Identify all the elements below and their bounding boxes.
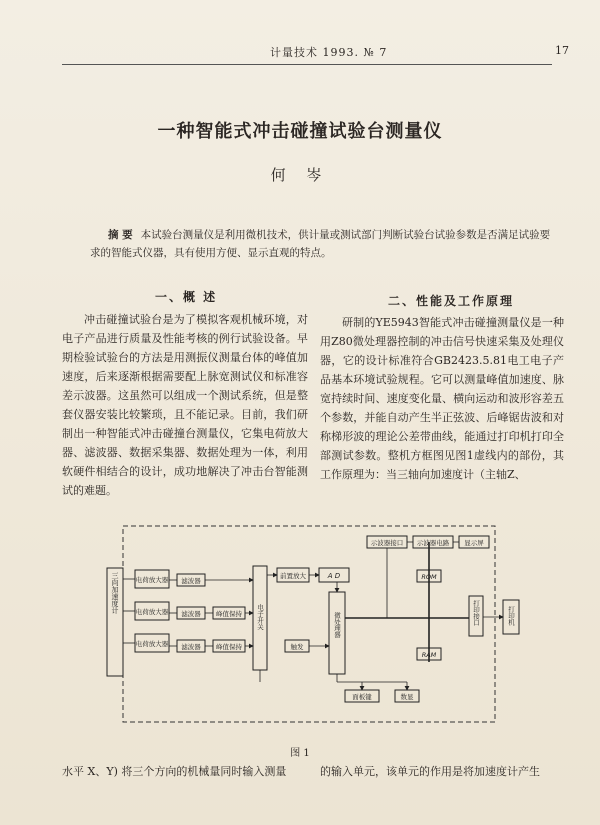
footer-left-text: 水平 X、Y) 将三个方向的机械量同时输入测量: [62, 765, 287, 778]
section-heading-overview: 一、概 述: [155, 290, 218, 304]
ad-label: A D: [327, 572, 341, 580]
running-header: [0, 44, 600, 62]
filter-1-label: 滤波器: [181, 577, 201, 585]
block-diagram: [105, 522, 535, 727]
rom-label: ROM: [421, 573, 437, 581]
section-heading-principle: 二、性能及工作原理: [388, 294, 515, 308]
ram-label: RAM: [421, 651, 437, 659]
cpu-label: 微处理器: [333, 612, 341, 638]
display-label: 显示屏: [464, 539, 484, 547]
abstract-text: 本试验台测量仪是利用微机技术，供计量或测试部门判断试验台试验参数是否满足试验要求的智能式仪器，具有使用方便、显示直观的特点。: [90, 229, 551, 259]
figure-caption: 图 1: [290, 748, 310, 759]
peak-hold-1-label: 峰值保持: [216, 610, 242, 618]
filter-2-label: 滤波器: [181, 610, 201, 618]
dashed-boundary: [123, 526, 495, 722]
journal-name: 计量技术 1993. № 7: [270, 46, 388, 59]
switch-label: 电子开关: [256, 604, 264, 630]
page-number: 17: [555, 44, 569, 57]
trigger-label: 触发: [290, 643, 304, 651]
preamp-label: 前置放大: [280, 572, 306, 580]
peak-hold-2-label: 峰值保持: [216, 643, 242, 651]
panel-keys-label: 面板键: [352, 693, 372, 701]
osc-circuit-label: 示波器电路: [416, 539, 450, 547]
osc-interface-label: 示波器接口: [370, 539, 404, 547]
author: 何 岑: [270, 166, 330, 184]
abstract-keyword: 摘 要: [108, 229, 133, 241]
column-left: [62, 310, 308, 500]
article-title: 一种智能式冲击碰撞试验台测量仪: [157, 121, 443, 142]
overview-text: 冲击碰撞试验台是为了模拟客观机械环境，对电子产品进行质量及性能考核的例行试验设备。早期检验试验台的方法是用测振仪测量台体的峰值加速度，后来逐渐根据需要配上脉宽测试仪和标准容差示波器。这虽然可以组成一个测试系统，但是整套仪器安装比较繁琐，且不能记录。目前，我们研制出一种智能式冲击碰撞台测量仪，它集电荷放大器、滤波器、数据采集器、数据处理为一体，利用软硬件相结合的设计，成功地解决了冲击台智能测试的难题。: [62, 313, 308, 497]
block-diagram-svg: [105, 522, 535, 727]
header-rule: [62, 64, 552, 65]
charge-amp-1-label: 电荷放大器: [135, 576, 169, 584]
charge-amp-2-label: 电荷放大器: [135, 608, 169, 616]
column-right: [320, 313, 564, 484]
charge-amp-3-label: 电荷放大器: [135, 640, 169, 648]
printer-interface-label: 打印接口: [472, 600, 480, 626]
filter-3-label: 滤波器: [181, 643, 201, 651]
data-display-label: 数显: [400, 693, 414, 701]
printer-label: 打印机: [507, 606, 515, 626]
footer-right-text: 的输入单元，该单元的作用是将加速度计产生: [320, 765, 540, 778]
principle-text: 研制的YE5943智能式冲击碰撞测量仪是一种用Z80微处理器控制的冲击信号快速采集及处理仪器，它的设计标准符合GB2423.5.81电工电子产品基本环境试验规程。它可以测量峰值加速度、脉宽持续时间、速度变化量、横向运动和波形容差五个参数，并能自动产生半正弦波、后峰锯齿波和对称梯形波的理论公差带曲线，能通过打印机打印全部测试参数。整机方框图见图1虚线内的部份，其工作原理为：当三轴向加速度计（主轴Z、: [320, 316, 564, 481]
accelerometer-label: 三向加速度计: [111, 572, 119, 614]
abstract: [90, 226, 560, 262]
